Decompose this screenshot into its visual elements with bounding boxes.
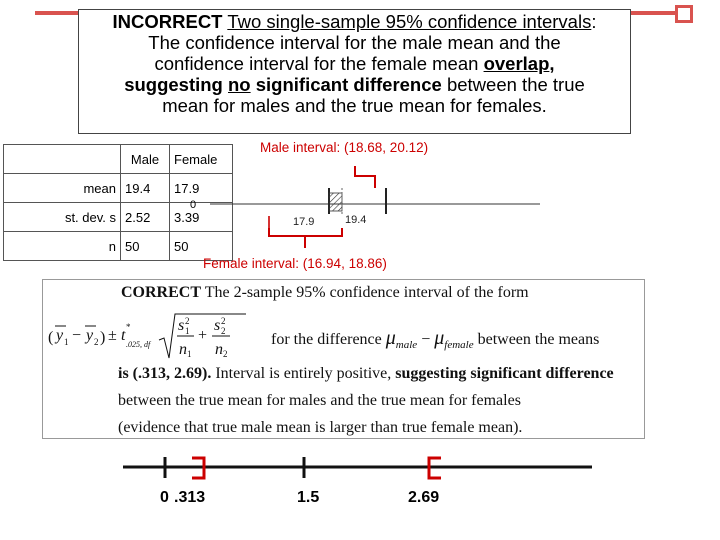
mu-male-subscript: male xyxy=(395,339,418,352)
svg-text:2: 2 xyxy=(94,337,99,347)
svg-text:(: ( xyxy=(48,329,54,346)
incorrect-line-1 xyxy=(79,11,630,32)
male-interval-label: Male interval: (18.68, 20.12) xyxy=(260,140,429,155)
correct-line-4: between the true mean for males and the true mean for females xyxy=(118,392,521,409)
incorrect-colon: : xyxy=(591,11,597,32)
upper-bound-label: 2.69 xyxy=(408,489,440,506)
svg-text:n: n xyxy=(179,341,187,358)
svg-text:2: 2 xyxy=(185,316,190,326)
female-interval-label: Female interval: (16.94, 18.86) xyxy=(203,256,387,271)
svg-text:.025, df: .025, df xyxy=(126,340,151,349)
svg-text:1: 1 xyxy=(185,326,190,336)
svg-text:s: s xyxy=(214,317,221,334)
female-mean-label: 17.9 xyxy=(293,216,315,228)
top-accent-square xyxy=(675,5,693,23)
incorrect-line-3 xyxy=(79,53,630,74)
svg-text:s: s xyxy=(178,317,185,334)
svg-text:2: 2 xyxy=(221,326,226,336)
incorrect-explanation-box xyxy=(78,9,631,134)
svg-text:): ) xyxy=(100,329,106,346)
incorrect-line-3-text: confidence interval for the female mean xyxy=(154,53,484,74)
overlap-comma: , xyxy=(549,53,555,74)
incorrect-line-4 xyxy=(79,74,630,95)
correct-line-3 xyxy=(118,365,614,383)
table-header-cell: Female xyxy=(170,145,233,174)
incorrect-word: INCORRECT xyxy=(112,11,223,32)
table-row-label: st. dev. s xyxy=(4,203,121,232)
correct-interval-value: is (.313, 2.69). xyxy=(118,365,212,382)
table-header-cell xyxy=(4,145,121,174)
table-row-label: mean xyxy=(4,174,121,203)
svg-text:t: t xyxy=(121,327,126,344)
zero-tick-label: 0 xyxy=(190,199,197,211)
lower-bound-label: .313 xyxy=(174,489,206,506)
svg-text:*: * xyxy=(126,322,131,332)
incorrect-line-2: The confidence interval for the male mean and the xyxy=(148,32,561,53)
overlap-region xyxy=(329,193,342,211)
table-row-label: n xyxy=(4,232,121,261)
svg-text:1: 1 xyxy=(187,349,192,359)
female-interval-bracket xyxy=(269,228,342,248)
svg-text:2: 2 xyxy=(223,349,228,359)
svg-text:1: 1 xyxy=(64,337,69,347)
correct-line-1-rest: The 2-sample 95% confidence interval of the form xyxy=(201,284,529,301)
incorrect-line-4-rest: between the true xyxy=(441,74,585,95)
svg-text:n: n xyxy=(215,341,223,358)
table-cell: 19.4 xyxy=(121,174,170,203)
overlap-number-line xyxy=(185,160,545,252)
zero-label: 0 xyxy=(160,489,169,506)
suggesting-significant-difference: suggesting significant difference xyxy=(395,365,614,382)
correct-line-3-mid: Interval is entirely positive, xyxy=(211,365,396,382)
correct-word: CORRECT xyxy=(121,284,202,301)
correct-explanation-box xyxy=(42,279,645,439)
table-cell: 3.39 xyxy=(170,203,233,232)
suggesting-word: suggesting xyxy=(124,74,228,95)
table-cell: 2.52 xyxy=(121,203,170,232)
correct-line-5: (evidence that true male mean is larger than true female mean). xyxy=(118,419,523,436)
mid-label: 1.5 xyxy=(297,489,320,506)
overlap-word: overlap xyxy=(483,53,550,74)
table-cell: 17.9 xyxy=(170,174,233,203)
correct-line-1 xyxy=(121,284,529,302)
svg-text:2: 2 xyxy=(221,316,226,326)
no-word: no xyxy=(228,74,251,95)
difference-number-line xyxy=(115,452,600,512)
formula-for-text: for the difference xyxy=(271,331,386,348)
table-header-cell: Male xyxy=(121,145,170,174)
table-cell: 50 xyxy=(170,232,233,261)
formula-description: for the difference $\mu_{male} - \mu_{female}$ between the means xyxy=(271,327,600,352)
male-mean-label: 19.4 xyxy=(345,214,367,226)
incorrect-heading: Two single-sample 95% confidence intervals xyxy=(227,11,592,32)
svg-text:+: + xyxy=(198,327,208,344)
svg-text:y: y xyxy=(56,327,64,344)
two-sample-formula xyxy=(46,310,246,362)
incorrect-line-5: mean for males and the true mean for females. xyxy=(162,95,547,116)
male-interval-bracket xyxy=(355,166,375,188)
table-cell: 50 xyxy=(121,232,170,261)
significant-difference-phrase: significant difference xyxy=(250,74,442,95)
svg-text:y: y xyxy=(86,327,94,344)
formula-between-text: between the means xyxy=(473,331,600,348)
mu-female-subscript: female xyxy=(444,339,474,352)
svg-text:±: ± xyxy=(108,327,117,344)
svg-text:−: − xyxy=(72,327,82,344)
